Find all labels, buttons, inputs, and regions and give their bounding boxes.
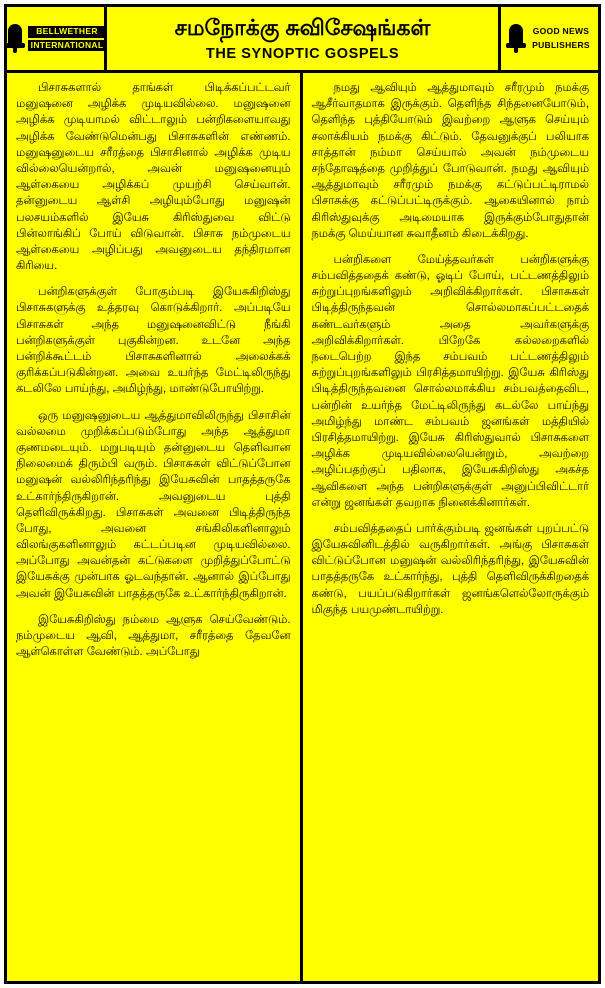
title-english: THE SYNOPTIC GOSPELS bbox=[205, 45, 400, 62]
paragraph: பிசாசுகளால் தாங்கள் பிடிக்கப்பட்டவர் மனுஷனை அழிக்க முடியவில்லை. மனுஷனை அழிக்க முடியாமல் விட்டாலும் பன்றிகளையாவது அழிக்க வேண்டுமென்பது பிசாசுகளின் எண்ணம். மனுஷனுடைய சரீரத்தை பிசாசினால் அழிக்க முடிய வில்லையென்றால், அவன் மனுஷனையும் ஆள்கையை அழிக்கப் முயற்சி செய்வான். தன்னுடைய ஆள்சி அழியும்போது மனுஷன் பலசயம்களில் இயேசு கிரிஸ்துவை விட்டு பின்லாங்கிப் போய் விடுவான். பிசாசு நம்முடைய ஆள்கையை அழிப்பது அவனுடைய தந்திரமான கிரியை. bbox=[16, 82, 291, 273]
title-tamil: சமநோக்கு சுவிசேஷங்கள் bbox=[174, 15, 431, 41]
paragraph: நமது ஆவியும் ஆத்துமாவும் சரீரமும் நமக்கு ஆசீர்வாதமாக இருக்கும். தெளிந்த சிந்தனையோடும், தெளிந்த புத்தியோடும் இவற்றை ஆளுக செய்யும் சலாக்கியம் நமக்கு கிட்டும். தேவனுக்குப் பலியாக சாத்தான் நம்மா செய்யால் அவன் நம்முடைய சந்தோஷத்தை முறித்துப் போடுவான். நமது ஆவியும் ஆத்துமாவும் சரீரமும் நமக்கு கட்டுப்பட்டிராமல் பிசாசுக்கு கட்டுப்பட்டிருக்கும். ஆகையினால் நாம் கிரிஸ்துவுக்கு அடிமையாக இருக்கும்போதுதான் நமக்கு மெய்யான சுவாதீனம் கிடைக்கிறது. bbox=[311, 82, 589, 240]
paragraph: பன்றிகளை மேய்த்தவர்கள் பன்றிகளுக்கு சம்பவித்ததைக் கண்டு, ஓடிப் போய், பட்டணத்திலும் சுற்றுப்புறங்களிலும் அறிவிக்கிறார்கள். பிசாசுகள் பிடித்திருந்தவன் சொல்லமாகப்பட்டதைக் கண்டவர்களும் அதை அவர்களுக்கு அறிவிக்கிறார்கள். பிறேகே கல்லறைகளில் நடைபெற்ற இந்த சம்பவம் பட்டணத்திலும் சுற்றுப்புறங்களிலும் பிரசித்தமாயிற்று. இயேசு கிரிஸ்து பிடித்திருந்தவனை சொல்லமாக்கிய சம்பவத்தைவிட, பன்றின் உயர்ந்த மேட்டிலிருந்து கடல்லே பாய்ந்து அமிழ்ந்து மாண்ட சம்பவம் ஜனங்கள் மத்தியில் பிரசித்தமாயிற்று. இயேசு கிரிஸ்துவால் பிசாசுகளை அழிக்க முடியவில்லையென்றும், அவற்றை அழிப்பதற்குப் பதிலாக, இயேசுகிறிஸ்து அகச்த ஆவிகளை அந்த பன்றிகளுக்குள் அனுப்பிவிட்டார் என்று ஜனங்கள் தவறாக நினைக்கினார்கள். bbox=[311, 253, 589, 509]
document-header bbox=[7, 7, 598, 73]
publisher-line-1: GOOD NEWS bbox=[532, 26, 590, 37]
tract-frame bbox=[4, 4, 601, 984]
publisher-line-2: PUBLISHERS bbox=[532, 40, 590, 50]
page-title bbox=[107, 7, 498, 70]
bell-icon bbox=[5, 22, 25, 56]
paragraph: இயேசுகிறிஸ்து நம்மை ஆளுக செய்வேண்டும். நம்முடைய ஆவி, ஆத்துமா, சரீரத்தை தேவனே ஆள்கொள்ள வேண்டும். அப்போது bbox=[16, 613, 291, 659]
good-news-publishers-logo bbox=[498, 7, 598, 70]
bell-icon bbox=[506, 22, 526, 56]
column-left bbox=[7, 73, 303, 981]
logo-line-1: BELLWETHER bbox=[28, 26, 107, 38]
logo-line-2: INTERNATIONAL bbox=[28, 40, 107, 52]
paragraph: ஒரு மனுஷனுடைய ஆத்துமாவிலிருந்து பிசாசின் வல்லமை முறிக்கப்படும்போது அந்த ஆத்துமா குணமடையும். மறுபடியும் தன்னுடைய தெளிவான நிலைமைக் திரும்பி வரும். பிசாசுகள் விட்டுப்போன மனுஷன் வல்லிரிந்தரிந்து இயேசுவின் பாதத்தருகே உட்கார்ந்திருகிறான். அவனுடைய புத்தி தெளிவிருக்கிறது. பிசாசுகள் அவனை பிடித்திருந்த போது, அவனை சங்கிலிகளினாலும் விலங்குகளினாலும் கட்டப்படின முடியவில்லை. அப்போது அவன்தன் கட்டுகளை முறித்துப்போட்டு இயேசுக்கு முன்பாக ஓடவந்தான். ஆனால் இப்போது அவன் இயேசுவின் பாதத்தருகே உட்கார்ந்திருகிறான். bbox=[16, 409, 291, 600]
column-right bbox=[303, 73, 599, 981]
bellwether-international-logo bbox=[7, 7, 107, 70]
paragraph: பன்றிகளுக்குள் போகும்படி இயேசுகிறிஸ்து பிசாசுகளுக்கு உத்தரவு கொடுக்கிறார். அப்படியே பிசாசுகள் அந்த மனுஷனைவிட்டு நீங்கி பன்றிகளுக்குள் புகுகின்றன. உடனே அந்த பன்றிக்கூட்டம் பிசாசுகளினால் அலைக்கக் குரிக்கப்படுகின்றன. அவை உயர்ந்த மேட்டிலிருந்து கடலிலே பாய்ந்து, அமிழ்ந்து, மாண்டுபோயிற்று. bbox=[16, 286, 291, 396]
paragraph: சம்பவித்ததைப் பார்க்கும்படி ஜனங்கள் புறப்பட்டு இயேசுவினிடத்தில் வருகிறார்கள். அங்கு பிசாசுகள் விட்டுப்போன மனுஷன் வல்லிரிந்தரிந்து, இயேசுவின் பாதத்தருகே உட்கார்ந்து, புத்தி தெளிவிருக்கிறதைக் கண்டு, பயப்படுகிறார்கள் ஜனங்களெல்லோருக்கும் மிகுந்த பயமுண்டாயிற்று. bbox=[311, 522, 589, 616]
document-body bbox=[7, 73, 598, 981]
